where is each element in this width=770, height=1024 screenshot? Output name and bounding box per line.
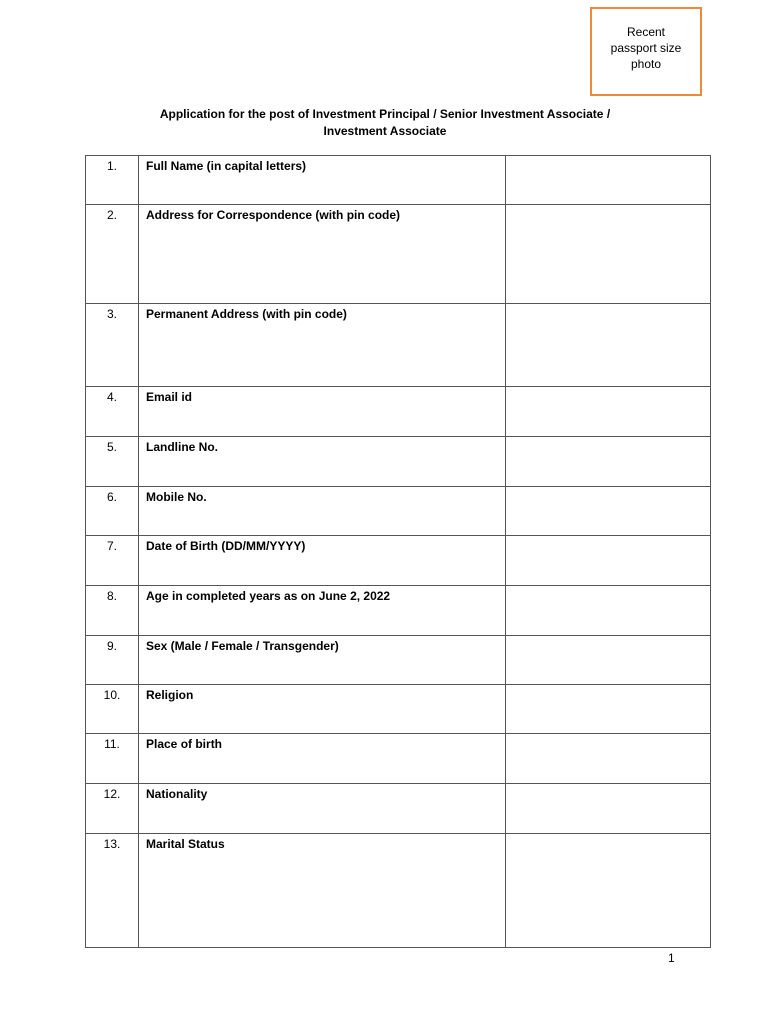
form-row [86, 784, 711, 834]
application-form-table [85, 155, 711, 948]
row-number: 8. [86, 586, 139, 636]
row-number: 12. [86, 784, 139, 834]
form-row [86, 387, 711, 437]
form-row [86, 156, 711, 205]
field-label: Date of Birth (DD/MM/YYYY) [139, 536, 506, 586]
row-number: 5. [86, 437, 139, 487]
row-number: 4. [86, 387, 139, 437]
form-row [86, 205, 711, 304]
row-number: 3. [86, 304, 139, 387]
form-row [86, 536, 711, 586]
field-label: Age in completed years as on June 2, 2022 [139, 586, 506, 636]
field-label: Mobile No. [139, 487, 506, 536]
field-value-cell[interactable] [506, 586, 711, 636]
form-row [86, 586, 711, 636]
field-value-cell[interactable] [506, 487, 711, 536]
row-number: 11. [86, 734, 139, 784]
field-label: Nationality [139, 784, 506, 834]
field-value-cell[interactable] [506, 784, 711, 834]
field-label: Sex (Male / Female / Transgender) [139, 636, 506, 685]
field-label: Permanent Address (with pin code) [139, 304, 506, 387]
form-row [86, 834, 711, 948]
field-value-cell[interactable] [506, 387, 711, 437]
row-number: 6. [86, 487, 139, 536]
field-value-cell[interactable] [506, 636, 711, 685]
field-label: Religion [139, 685, 506, 734]
field-label: Marital Status [139, 834, 506, 948]
row-number: 9. [86, 636, 139, 685]
row-number: 1. [86, 156, 139, 205]
form-row [86, 487, 711, 536]
form-row [86, 304, 711, 387]
field-label: Full Name (in capital letters) [139, 156, 506, 205]
field-value-cell[interactable] [506, 205, 711, 304]
field-value-cell[interactable] [506, 734, 711, 784]
row-number: 13. [86, 834, 139, 948]
row-number: 10. [86, 685, 139, 734]
passport-photo-box [590, 7, 702, 96]
page-number: 1 [668, 951, 675, 965]
field-value-cell[interactable] [506, 156, 711, 205]
field-value-cell[interactable] [506, 536, 711, 586]
row-number: 7. [86, 536, 139, 586]
field-value-cell[interactable] [506, 834, 711, 948]
field-label: Landline No. [139, 437, 506, 487]
field-value-cell[interactable] [506, 437, 711, 487]
form-title: Application for the post of Investment Principal / Senior Investment Associate / Investment Associate [159, 107, 611, 138]
row-number: 2. [86, 205, 139, 304]
field-value-cell[interactable] [506, 304, 711, 387]
field-label: Address for Correspondence (with pin code) [139, 205, 506, 304]
field-value-cell[interactable] [506, 685, 711, 734]
form-row [86, 437, 711, 487]
form-row [86, 734, 711, 784]
photo-box-text: Recent passport size photo [610, 25, 682, 71]
field-label: Email id [139, 387, 506, 437]
field-label: Place of birth [139, 734, 506, 784]
form-row [86, 685, 711, 734]
form-row [86, 636, 711, 685]
